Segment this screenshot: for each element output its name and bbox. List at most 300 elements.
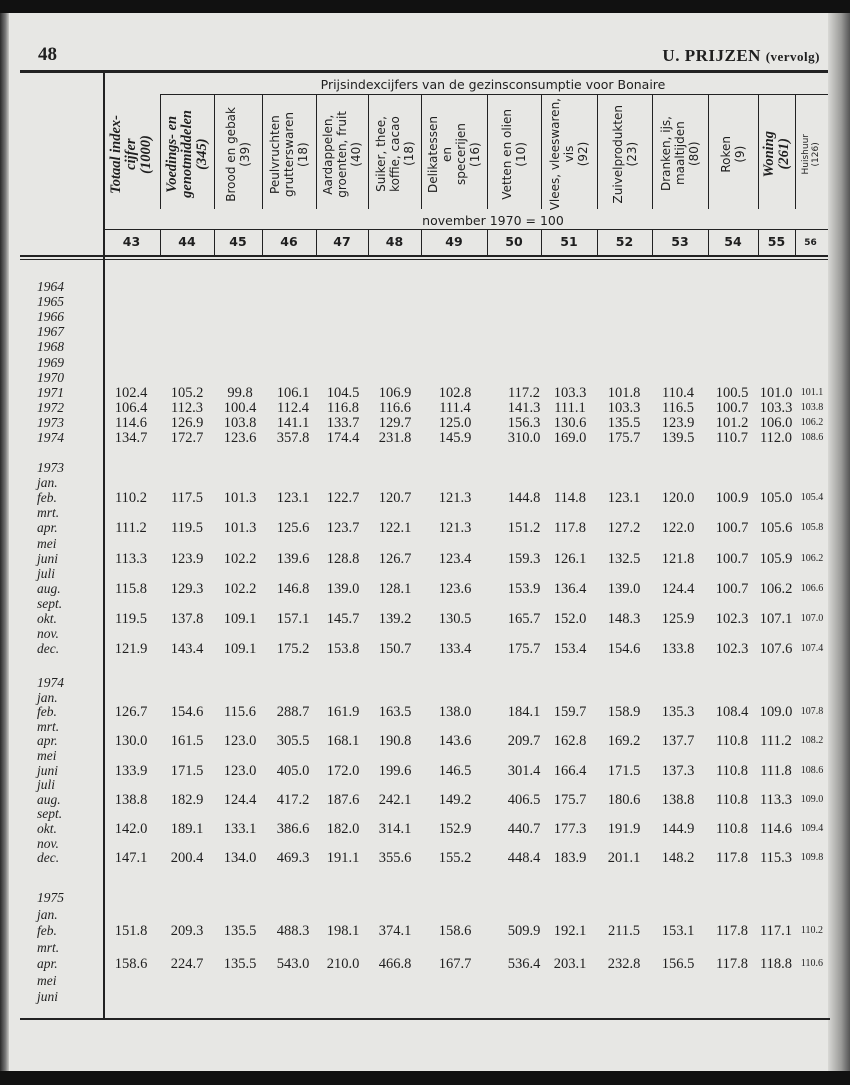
index-value: 117.1 — [759, 923, 793, 939]
row-label-month: aug. — [37, 791, 61, 807]
index-value: 109.1 — [223, 641, 257, 658]
index-value: 161.5 — [170, 733, 204, 750]
index-value: 114.6 — [759, 821, 793, 837]
index-value: 112.4 — [276, 399, 310, 416]
column-weight: (345) — [193, 138, 210, 170]
column-number: 51 — [560, 234, 578, 249]
index-value: 172.0 — [326, 762, 360, 779]
index-value: 139.6 — [276, 550, 310, 567]
column-label: Aardappelen, groenten, fruit — [321, 110, 349, 198]
column-header — [368, 95, 421, 213]
row-label-year: 1966 — [37, 309, 64, 325]
index-value: 183.9 — [553, 850, 587, 867]
index-value: 175.7 — [553, 791, 587, 808]
index-value: 169.2 — [607, 733, 641, 750]
index-value: 110.7 — [715, 430, 749, 446]
column-label: Woning — [760, 130, 777, 178]
row-label-year: 1973 — [37, 460, 64, 475]
index-value: 209.3 — [170, 923, 204, 939]
index-value: 116.5 — [661, 399, 695, 416]
row-label-month: juli — [37, 777, 56, 793]
row-label-month: dec. — [37, 641, 60, 657]
index-value: 148.2 — [661, 850, 695, 867]
stub-divider — [103, 72, 105, 1018]
scan-bottom-border — [0, 1071, 850, 1085]
index-value: 124.4 — [223, 791, 257, 808]
index-value: 133.7 — [326, 414, 360, 431]
index-value: 171.5 — [170, 762, 204, 779]
index-value: 129.3 — [170, 580, 204, 597]
index-value: 374.1 — [378, 923, 412, 939]
index-value: 153.9 — [507, 580, 541, 597]
index-value: 134.7 — [114, 430, 148, 446]
index-value: 116.8 — [326, 399, 360, 416]
index-value: 162.8 — [553, 733, 587, 750]
column-header — [421, 95, 487, 213]
index-value: 108.6 — [800, 432, 824, 443]
index-value: 199.6 — [378, 762, 412, 779]
row-label-month: juni — [37, 989, 59, 1004]
index-value: 123.1 — [607, 490, 641, 507]
index-value: 109.8 — [800, 852, 824, 864]
column-weight: (40) — [349, 141, 363, 167]
index-value: 133.8 — [661, 641, 695, 658]
index-value: 101.8 — [607, 384, 641, 401]
row-label-month: apr. — [37, 733, 58, 749]
index-value: 139.2 — [378, 611, 412, 627]
index-value: 242.1 — [378, 791, 412, 808]
row-label-month: juni — [37, 762, 59, 778]
index-value: 107.0 — [800, 613, 824, 624]
index-value: 154.6 — [170, 704, 204, 721]
index-value: 105.2 — [170, 384, 204, 401]
index-value: 121.3 — [438, 520, 472, 537]
row-label-month: mrt. — [37, 505, 60, 521]
column-header — [214, 95, 262, 213]
index-value: 137.7 — [661, 733, 695, 750]
row-label-month: juli — [37, 565, 56, 581]
column-number: 53 — [671, 234, 689, 249]
index-value: 110.2 — [114, 490, 148, 507]
index-value: 103.3 — [553, 384, 587, 401]
index-value: 101.2 — [715, 414, 749, 431]
index-value: 201.1 — [607, 850, 641, 867]
index-value: 112.0 — [759, 430, 793, 446]
column-header — [487, 95, 541, 213]
section-title: U. PRIJZEN — [662, 46, 761, 65]
index-value: 110.8 — [715, 821, 749, 837]
row-label-month: okt. — [37, 611, 57, 626]
page-number: 48 — [38, 44, 57, 65]
index-value: 103.8 — [800, 401, 824, 413]
index-value: 143.4 — [170, 641, 204, 658]
index-value: 102.3 — [715, 641, 749, 658]
index-value: 543.0 — [276, 956, 310, 972]
index-value: 133.4 — [438, 641, 472, 658]
index-value: 106.9 — [378, 384, 412, 401]
row-label-month: feb. — [37, 704, 57, 720]
index-value: 177.3 — [553, 821, 587, 837]
column-header-text — [426, 116, 482, 193]
index-value: 405.0 — [276, 762, 310, 779]
column-weight: (80) — [687, 141, 701, 167]
column-weight: (9) — [733, 145, 747, 163]
index-value: 104.5 — [326, 384, 360, 401]
column-header — [160, 95, 214, 213]
index-value: 305.5 — [276, 733, 310, 750]
index-value: 99.8 — [227, 384, 253, 401]
index-value: 123.1 — [276, 490, 310, 507]
column-header — [795, 95, 826, 213]
index-value: 123.6 — [438, 580, 472, 597]
index-value: 130.5 — [438, 611, 472, 627]
index-value: 135.3 — [661, 704, 695, 721]
row-label-month: mrt. — [37, 939, 60, 955]
table-top-rule — [20, 70, 828, 73]
index-value: 135.5 — [223, 923, 257, 939]
column-header-text — [374, 116, 416, 192]
section-heading — [662, 46, 820, 66]
index-value: 128.8 — [326, 550, 360, 567]
index-value: 111.4 — [439, 399, 471, 416]
column-weight: (10) — [514, 141, 528, 167]
index-value: 120.0 — [661, 490, 695, 507]
index-value: 109.1 — [223, 611, 257, 627]
index-value: 113.3 — [114, 550, 148, 567]
index-value: 111.1 — [554, 399, 586, 416]
index-value: 146.5 — [438, 762, 472, 779]
index-value: 128.1 — [378, 580, 412, 597]
index-value: 232.8 — [607, 956, 641, 972]
column-header — [652, 95, 708, 213]
index-value: 135.5 — [607, 414, 641, 431]
index-value: 145.7 — [326, 611, 360, 627]
index-value: 101.3 — [223, 490, 257, 507]
column-header — [103, 95, 160, 213]
index-value: 161.9 — [326, 704, 360, 721]
index-value: 169.0 — [553, 430, 587, 446]
row-label-month: okt. — [37, 821, 57, 836]
index-value: 417.2 — [276, 791, 310, 808]
column-header-text — [719, 136, 747, 173]
column-number: 54 — [724, 234, 742, 249]
row-label-year: 1970 — [37, 369, 64, 385]
column-weight: (18) — [401, 141, 416, 167]
index-value: 116.6 — [378, 399, 412, 416]
column-number: 55 — [767, 234, 786, 249]
index-value: 103.3 — [759, 399, 793, 416]
index-value: 114.6 — [114, 414, 148, 431]
column-weight: (39) — [238, 141, 252, 167]
index-value: 106.0 — [759, 414, 793, 431]
index-value: 142.0 — [114, 821, 148, 837]
index-value: 125.0 — [438, 414, 472, 431]
index-value: 488.3 — [276, 923, 310, 939]
index-value: 110.8 — [715, 791, 749, 808]
index-value: 117.8 — [715, 923, 749, 939]
index-value: 102.4 — [114, 384, 148, 401]
index-value: 106.2 — [800, 552, 824, 564]
index-value: 103.3 — [607, 399, 641, 416]
index-value: 117.2 — [507, 384, 541, 401]
index-value: 117.8 — [715, 850, 749, 867]
column-number-top-rule — [103, 229, 828, 230]
index-value: 144.8 — [507, 490, 541, 507]
column-header-text — [611, 105, 639, 203]
column-number: 56 — [804, 238, 817, 248]
column-header — [541, 95, 597, 213]
index-value: 121.9 — [114, 641, 148, 658]
index-value: 100.7 — [715, 399, 749, 416]
index-value: 139.5 — [661, 430, 695, 446]
row-label-year: 1974 — [37, 430, 64, 445]
row-label-month: nov. — [37, 835, 59, 851]
index-value: 107.8 — [800, 706, 824, 718]
column-weight: (16) — [468, 141, 482, 167]
index-value: 190.8 — [378, 733, 412, 750]
index-value: 145.9 — [438, 430, 472, 446]
index-value: 137.8 — [170, 611, 204, 627]
index-value: 126.1 — [553, 550, 587, 567]
row-label-year: 1971 — [37, 384, 64, 400]
index-value: 231.8 — [378, 430, 412, 446]
column-label: Vlees, vleeswaren, vis — [548, 97, 576, 211]
index-value: 138.8 — [114, 791, 148, 808]
index-value: 151.2 — [507, 520, 541, 537]
index-value: 139.0 — [607, 580, 641, 597]
column-label: Peulvruchten grutterswaren — [268, 111, 296, 197]
index-value: 122.7 — [326, 490, 360, 507]
column-header-text — [500, 109, 528, 200]
index-value: 106.1 — [276, 384, 310, 401]
index-value: 106.6 — [800, 582, 824, 594]
index-value: 141.3 — [507, 399, 541, 416]
index-value: 119.5 — [114, 611, 148, 627]
row-label-year: 1969 — [37, 354, 64, 370]
index-value: 125.9 — [661, 611, 695, 627]
index-value: 130.0 — [114, 733, 148, 750]
column-label: Zuivelprodukten — [610, 104, 625, 204]
index-value: 109.0 — [800, 793, 824, 805]
column-label: Voedings- en genotmiddelen — [163, 110, 195, 198]
index-value: 210.0 — [326, 956, 360, 972]
column-label: Dranken, ijs, maaltijden — [659, 116, 687, 192]
index-value: 110.8 — [715, 762, 749, 779]
index-value: 172.7 — [170, 430, 204, 446]
index-value: 110.2 — [800, 925, 824, 936]
index-value: 100.4 — [223, 399, 257, 416]
index-value: 123.9 — [661, 414, 695, 431]
index-value: 106.4 — [114, 399, 148, 416]
index-value: 105.9 — [759, 550, 793, 567]
column-weight: (126) — [810, 141, 821, 167]
index-value: 117.8 — [553, 520, 587, 537]
row-label-year: 1973 — [37, 414, 64, 430]
scan-right-edge — [828, 13, 850, 1071]
index-value: 182.9 — [170, 791, 204, 808]
column-number: 47 — [333, 234, 351, 249]
index-value: 126.7 — [114, 704, 148, 721]
column-header-text — [762, 131, 792, 177]
index-value: 111.2 — [760, 733, 792, 750]
index-value: 135.5 — [223, 956, 257, 972]
index-value: 138.8 — [661, 791, 695, 808]
index-value: 155.2 — [438, 850, 472, 867]
row-label-month: feb. — [37, 490, 57, 506]
index-value: 148.3 — [607, 611, 641, 627]
index-value: 110.6 — [800, 958, 824, 969]
index-value: 171.5 — [607, 762, 641, 779]
index-value: 184.1 — [507, 704, 541, 721]
index-value: 122.1 — [378, 520, 412, 537]
index-value: 110.4 — [661, 384, 695, 401]
index-value: 100.9 — [715, 490, 749, 507]
row-label-month: apr. — [37, 956, 58, 971]
index-value: 117.8 — [715, 956, 749, 972]
column-label: Delikatessen en specerijen — [426, 115, 468, 193]
index-value: 536.4 — [507, 956, 541, 972]
index-value: 314.1 — [378, 821, 412, 837]
row-label-month: jan. — [37, 689, 58, 705]
index-value: 123.9 — [170, 550, 204, 567]
column-weight: (261) — [775, 138, 792, 170]
index-value: 105.8 — [800, 522, 824, 534]
index-value: 151.8 — [114, 923, 148, 939]
index-value: 101.3 — [223, 520, 257, 537]
row-label-month: mei — [37, 748, 57, 763]
column-header-text — [268, 112, 310, 197]
index-value: 136.4 — [553, 580, 587, 597]
index-value: 130.6 — [553, 414, 587, 431]
index-value: 158.9 — [607, 704, 641, 721]
column-number: 45 — [229, 234, 247, 249]
index-value: 111.8 — [760, 762, 792, 779]
index-value: 224.7 — [170, 956, 204, 972]
index-value: 159.7 — [553, 704, 587, 721]
index-value: 106.2 — [759, 580, 793, 597]
index-value: 288.7 — [276, 704, 310, 721]
row-label-year: 1975 — [37, 890, 64, 905]
index-value: 158.6 — [438, 923, 472, 939]
row-label-year: 1965 — [37, 294, 64, 310]
table-bottom-rule — [20, 1018, 830, 1020]
index-value: 109.0 — [759, 704, 793, 721]
index-value: 107.1 — [759, 611, 793, 627]
column-header — [708, 95, 758, 213]
column-header-text — [109, 115, 154, 194]
index-value: 127.2 — [607, 520, 641, 537]
index-value: 107.6 — [759, 641, 793, 658]
index-value: 102.2 — [223, 580, 257, 597]
index-value: 108.4 — [715, 704, 749, 721]
column-label: Suiker, thee, koffie, cacao — [373, 116, 402, 192]
index-value: 157.1 — [276, 611, 310, 627]
index-value: 102.2 — [223, 550, 257, 567]
index-value: 149.2 — [438, 791, 472, 808]
column-header-text — [224, 107, 252, 202]
index-value: 189.1 — [170, 821, 204, 837]
index-value: 105.4 — [800, 492, 824, 504]
index-value: 125.6 — [276, 520, 310, 537]
index-value: 123.6 — [223, 430, 257, 446]
index-value: 163.5 — [378, 704, 412, 721]
index-value: 182.0 — [326, 821, 360, 837]
index-value: 209.7 — [507, 733, 541, 750]
column-label: Totaal index- cijfer — [108, 114, 139, 194]
column-weight: (23) — [624, 141, 639, 167]
column-number: 46 — [280, 234, 298, 249]
header-bottom-rule — [20, 255, 828, 257]
row-label-year: 1967 — [37, 324, 64, 340]
index-value: 357.8 — [276, 430, 310, 446]
column-number: 49 — [445, 234, 463, 249]
column-header — [758, 95, 795, 213]
index-value: 469.3 — [276, 850, 310, 867]
row-label-year: 1972 — [37, 399, 64, 415]
row-label-month: nov. — [37, 626, 59, 642]
index-value: 129.7 — [378, 414, 412, 431]
index-value: 105.0 — [759, 490, 793, 507]
index-value: 180.6 — [607, 791, 641, 808]
index-value: 123.4 — [438, 550, 472, 567]
index-value: 113.3 — [759, 791, 793, 808]
column-label: Vetten en olien — [500, 108, 514, 200]
column-header — [597, 95, 652, 213]
index-value: 152.9 — [438, 821, 472, 837]
row-label-year: 1964 — [37, 279, 64, 294]
index-value: 118.8 — [759, 956, 793, 972]
column-header-text — [548, 98, 590, 210]
column-header-text — [165, 110, 210, 198]
index-value: 146.8 — [276, 580, 310, 597]
column-number: 43 — [122, 234, 141, 249]
index-value: 105.6 — [759, 520, 793, 537]
table-title: Prijsindexcijfers van de gezinsconsumptie voor Bonaire — [320, 77, 666, 92]
index-value: 100.7 — [715, 550, 749, 567]
index-value: 120.7 — [378, 490, 412, 507]
index-value: 144.9 — [661, 821, 695, 837]
row-label-month: jan. — [37, 475, 58, 491]
index-value: 102.8 — [438, 384, 472, 401]
index-value: 133.9 — [114, 762, 148, 779]
index-value: 134.0 — [223, 850, 257, 867]
column-label: Huishuur — [800, 133, 811, 175]
index-value: 203.1 — [553, 956, 587, 972]
index-value: 114.8 — [553, 490, 587, 507]
column-header — [262, 95, 316, 213]
index-value: 150.7 — [378, 641, 412, 658]
column-weight: (1000) — [138, 134, 154, 174]
index-value: 166.4 — [553, 762, 587, 779]
index-value: 153.1 — [661, 923, 695, 939]
row-label-month: juni — [37, 550, 59, 566]
column-weight: (18) — [296, 141, 310, 167]
index-value: 191.1 — [326, 850, 360, 867]
index-value: 174.4 — [326, 430, 360, 446]
index-value: 115.3 — [759, 850, 793, 867]
index-value: 124.4 — [661, 580, 695, 597]
index-value: 175.7 — [507, 641, 541, 658]
index-value: 126.9 — [170, 414, 204, 431]
index-value: 108.6 — [800, 764, 824, 776]
index-value: 126.7 — [378, 550, 412, 567]
column-header — [316, 95, 368, 213]
index-value: 137.3 — [661, 762, 695, 779]
index-value: 112.3 — [170, 399, 204, 416]
index-value: 152.0 — [553, 611, 587, 627]
index-value: 156.5 — [661, 956, 695, 972]
column-header-text — [801, 134, 821, 174]
